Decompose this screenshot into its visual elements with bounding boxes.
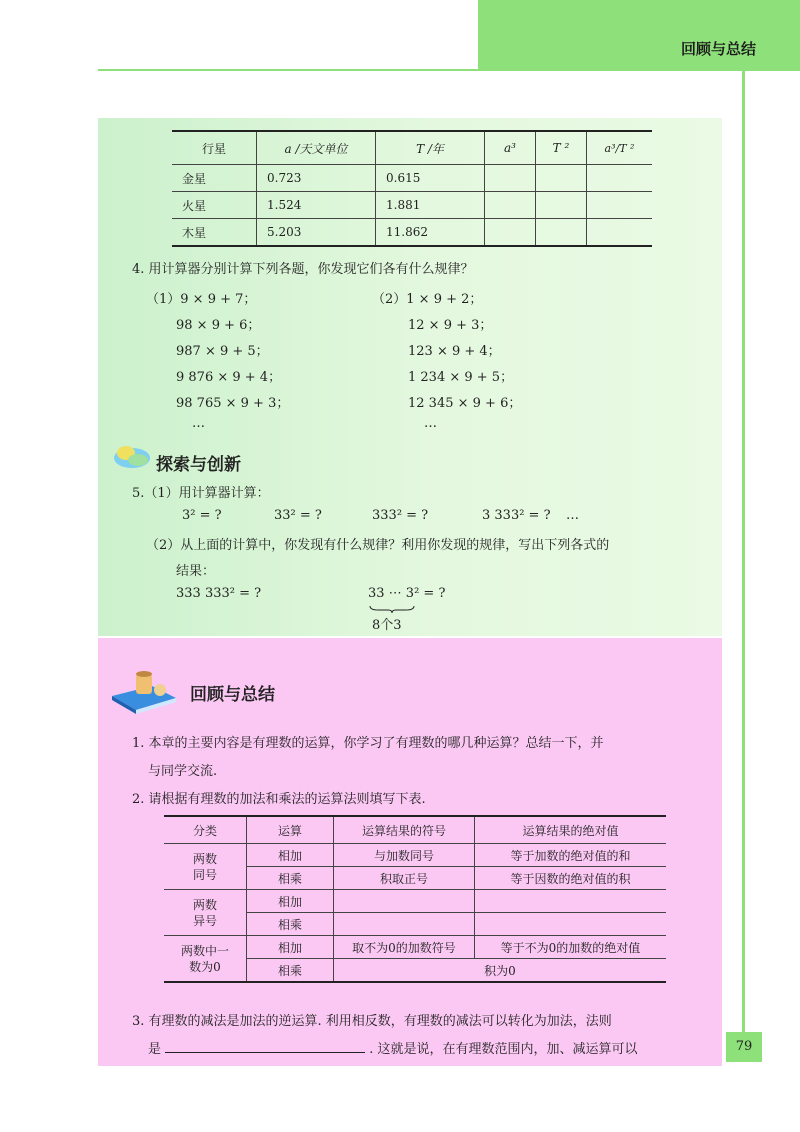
table-cell: 等于因数的绝对值的积	[475, 867, 667, 890]
q4-col1-line: 987 × 9 + 5；	[176, 344, 269, 359]
table-row	[172, 219, 652, 247]
header-rule	[98, 69, 800, 71]
q3-prefix: 是	[148, 1042, 162, 1057]
table-header: a³	[485, 131, 536, 165]
table-header: 运算结果的绝对值	[475, 816, 667, 844]
table-cell	[587, 192, 653, 219]
table-cell	[334, 913, 475, 936]
review-q3: 3. 有理数的减法是加法的逆运算. 利用相反数，有理数的减法可以转化为加法，法则	[132, 1014, 612, 1029]
table-cell	[485, 192, 536, 219]
table-header: T /年	[376, 131, 485, 165]
operation-rules-table	[164, 815, 666, 983]
table-header: 分类	[164, 816, 247, 844]
table-row	[164, 936, 666, 959]
table-cell: 5.203	[257, 219, 376, 247]
table-cell	[475, 890, 667, 913]
q4-col1-line: 98 × 9 + 6；	[176, 318, 261, 333]
review-q2: 2. 请根据有理数的加法和乘法的运算法则填写下表.	[132, 792, 426, 807]
table-header-row	[164, 816, 666, 844]
table-cell: 积为0	[334, 959, 667, 983]
q4-col1-line: （1）9 × 9 + 7；	[146, 292, 257, 307]
review-q3-cont	[148, 1038, 638, 1057]
table-cell	[485, 219, 536, 247]
table-cell	[536, 192, 587, 219]
table-cell: 相乘	[247, 959, 334, 983]
underbrace	[368, 604, 416, 614]
table-header: a /天文单位	[257, 131, 376, 165]
table-cell: 相乘	[247, 913, 334, 936]
q5-item: 3 333² = ?	[482, 508, 551, 523]
table-header: T ²	[536, 131, 587, 165]
group-cell: 两数 同号	[164, 844, 247, 890]
table-cell: 木星	[172, 219, 257, 247]
table-cell	[536, 165, 587, 192]
table-row	[164, 844, 666, 867]
table-cell	[485, 165, 536, 192]
q4-col2-line: 123 × 9 + 4；	[408, 344, 501, 359]
answer-blank	[165, 1042, 365, 1053]
group-cell: 两数中一 数为0	[164, 936, 247, 983]
table-header-row	[172, 131, 652, 165]
q4-col1-line: 9 876 × 9 + 4；	[176, 370, 282, 385]
q5-item: …	[566, 508, 579, 523]
table-cell: 火星	[172, 192, 257, 219]
table-cell: 与加数同号	[334, 844, 475, 867]
table-cell: 相加	[247, 936, 334, 959]
table-cell	[334, 890, 475, 913]
table-cell: 相加	[247, 844, 334, 867]
chapter-tab-title: 回顾与总结	[680, 40, 756, 58]
table-cell: 1.524	[257, 192, 376, 219]
review-q1: 1. 本章的主要内容是有理数的运算，你学习了有理数的哪几种运算？总结一下，并	[132, 736, 604, 751]
table-row	[164, 890, 666, 913]
table-cell: 0.723	[257, 165, 376, 192]
table-row	[172, 192, 652, 219]
table-cell: 11.862	[376, 219, 485, 247]
table-cell: 积取正号	[334, 867, 475, 890]
q4-col2-line: （2）1 × 9 + 2；	[372, 292, 483, 307]
table-cell	[536, 219, 587, 247]
explore-heading: 探索与创新	[156, 455, 241, 475]
table-header	[587, 131, 653, 165]
q4-col2-line: 12 345 × 9 + 6；	[408, 396, 522, 411]
q5-part2-cont: 结果：	[176, 564, 216, 579]
table-cell: 相加	[247, 890, 334, 913]
table-row	[172, 165, 652, 192]
q5-part2: （2）从上面的计算中，你发现有什么规律？利用你发现的规律，写出下列各式的	[146, 538, 610, 553]
table-cell: 取不为0的加数符号	[334, 936, 475, 959]
review-heading: 回顾与总结	[190, 685, 275, 705]
q4-title: 4. 用计算器分别计算下列各题，你发现它们各有什么规律？	[132, 262, 474, 277]
q4-col1-line: 98 765 × 9 + 3；	[176, 396, 290, 411]
explore-icon	[112, 440, 154, 472]
planet-table	[172, 130, 652, 247]
table-header: 运算结果的符号	[334, 816, 475, 844]
table-cell: 等于加数的绝对值的和	[475, 844, 667, 867]
table-cell	[587, 165, 653, 192]
table-cell: 相乘	[247, 867, 334, 890]
q5-expr1: 333 333² = ?	[176, 586, 262, 601]
q4-col2-line: 1 234 × 9 + 5；	[408, 370, 514, 385]
table-cell	[587, 219, 653, 247]
q5-expr2: 33 ⋯ 3² = ?	[368, 586, 446, 601]
review-q1-cont: 与同学交流.	[148, 764, 218, 779]
q4-col2-line: 12 × 9 + 3；	[408, 318, 493, 333]
table-cell: 1.881	[376, 192, 485, 219]
chapter-tab	[478, 0, 800, 70]
q4-col2-line: …	[424, 416, 437, 431]
page-number: 79	[726, 1032, 762, 1062]
q5-item: 33² = ?	[274, 508, 322, 523]
table-cell: 金星	[172, 165, 257, 192]
q5-item: 333² = ?	[372, 508, 429, 523]
book-cup-icon	[108, 660, 180, 716]
fraction: a³/T ²	[604, 142, 635, 155]
table-header: 运算	[247, 816, 334, 844]
table-header: 行星	[172, 131, 257, 165]
group-cell: 两数 异号	[164, 890, 247, 936]
q5-item: 3² = ?	[182, 508, 222, 523]
table-cell	[475, 913, 667, 936]
margin-rule	[742, 70, 745, 1050]
table-cell: 等于不为0的加数的绝对值	[475, 936, 667, 959]
q5-part1: 5.（1）用计算器计算：	[132, 486, 270, 501]
q3-suffix: . 这就是说，在有理数范围内，加、减运算可以	[369, 1042, 638, 1057]
brace-label: 8个3	[372, 618, 402, 633]
q4-col1-line: …	[192, 416, 205, 431]
table-cell: 0.615	[376, 165, 485, 192]
